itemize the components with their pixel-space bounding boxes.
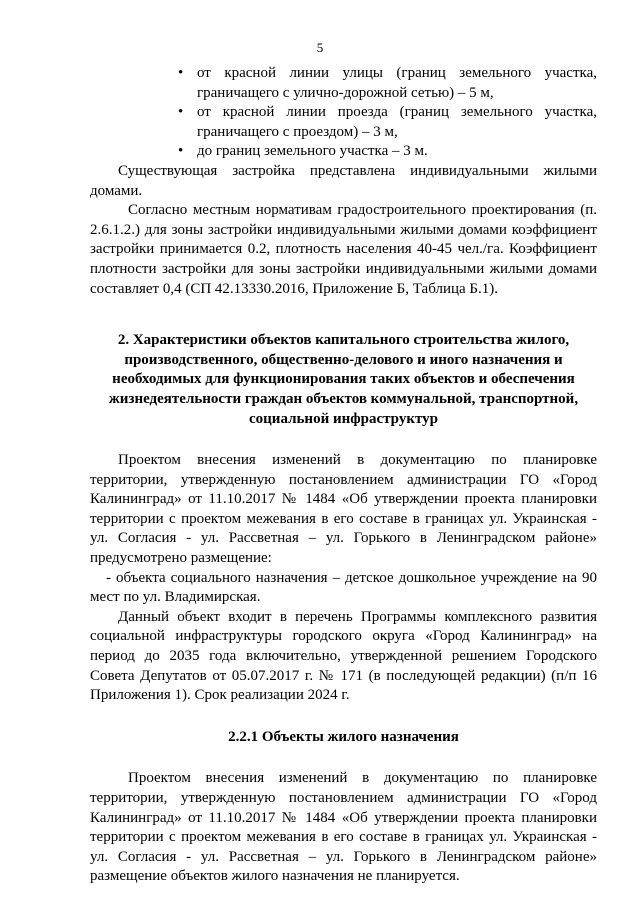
paragraph: Проектом внесения изменений в документацию по планировке территории, утвержденную постановлением администрации ГО «Город Калининград» от 11.10.2017 № 1484 «Об утверждении проекта планировки территории с проектом межевания в его составе в границах ул. Украинская - ул. Согласия - ул. Рассветная – ул. Горького в Ленинградском районе» размещение объектов жилого назначения не планируется. [90,770,597,885]
bullet-icon: • [178,104,184,121]
paragraph: Существующая застройка представлена индивидуальными жилыми домами. [90,162,597,199]
paragraph: Данный объект входит в перечень Программы комплексного развития социальной инфраструктуры городского округа «Город Калининград» на период до 2035 года включительно, утвержденной решением Городского Совета Депутатов от 05.07.2017 г. № 171 (в последующей редакции) (п/п 16 Приложения 1). Срок реализации 2024 г. [90,608,597,704]
bullet-icon: • [178,143,184,160]
paragraph: Проектом внесения изменений в документацию по планировке территории, утвержденную постановлением администрации ГО «Город Калининград» от 11.10.2017 № 1484 «Об утверждении проекта планировки территории с проектом межевания в его составе в границах ул. Украинская - ул. Согласия - ул. Рассветная – ул. Горького в Ленинградском районе» предусмотрено размещение: [90,452,597,567]
section-heading: 2. Характеристики объектов капитального строительства жилого, производственного, общественно-делового и иного назначения и необходимых для функционирования таких объектов и обеспечения жизнедеятельности граждан объектов коммунальной, транспортной, социальной инфраструктур [108,332,579,427]
paragraph: - объекта социального назначения – детское дошкольное учреждение на 90 мест по ул. Владимирская. [90,569,597,606]
list-item: • до границ земельного участка – 3 м. [90,142,597,162]
page-content [90,64,597,887]
setback-list [90,64,597,162]
paragraph: Согласно местным нормативам градостроительного проектирования (п. 2.6.1.2.) для зоны застройки индивидуальными жилыми домами коэффициент застройки принимается 0.2, плотность населения 40-45 чел./га. Коэффициент плотности застройки для зоны застройки индивидуальными жилыми домами составляет 0,4 (СП 42.13330.2016, Приложение Б, Таблица Б.1). [90,202,597,297]
page-number: 5 [316,40,324,55]
subsection-heading: 2.2.1 Объекты жилого назначения [228,728,459,745]
list-item: • от красной линии улицы (границ земельного участка, граничащего с улично-дорожной сетью) – 5 м, [178,65,597,101]
list-item: • от красной линии проезда (границ земельного участка, граничащего с проездом) – 3 м, [178,104,597,140]
bullet-icon: • [178,65,184,81]
